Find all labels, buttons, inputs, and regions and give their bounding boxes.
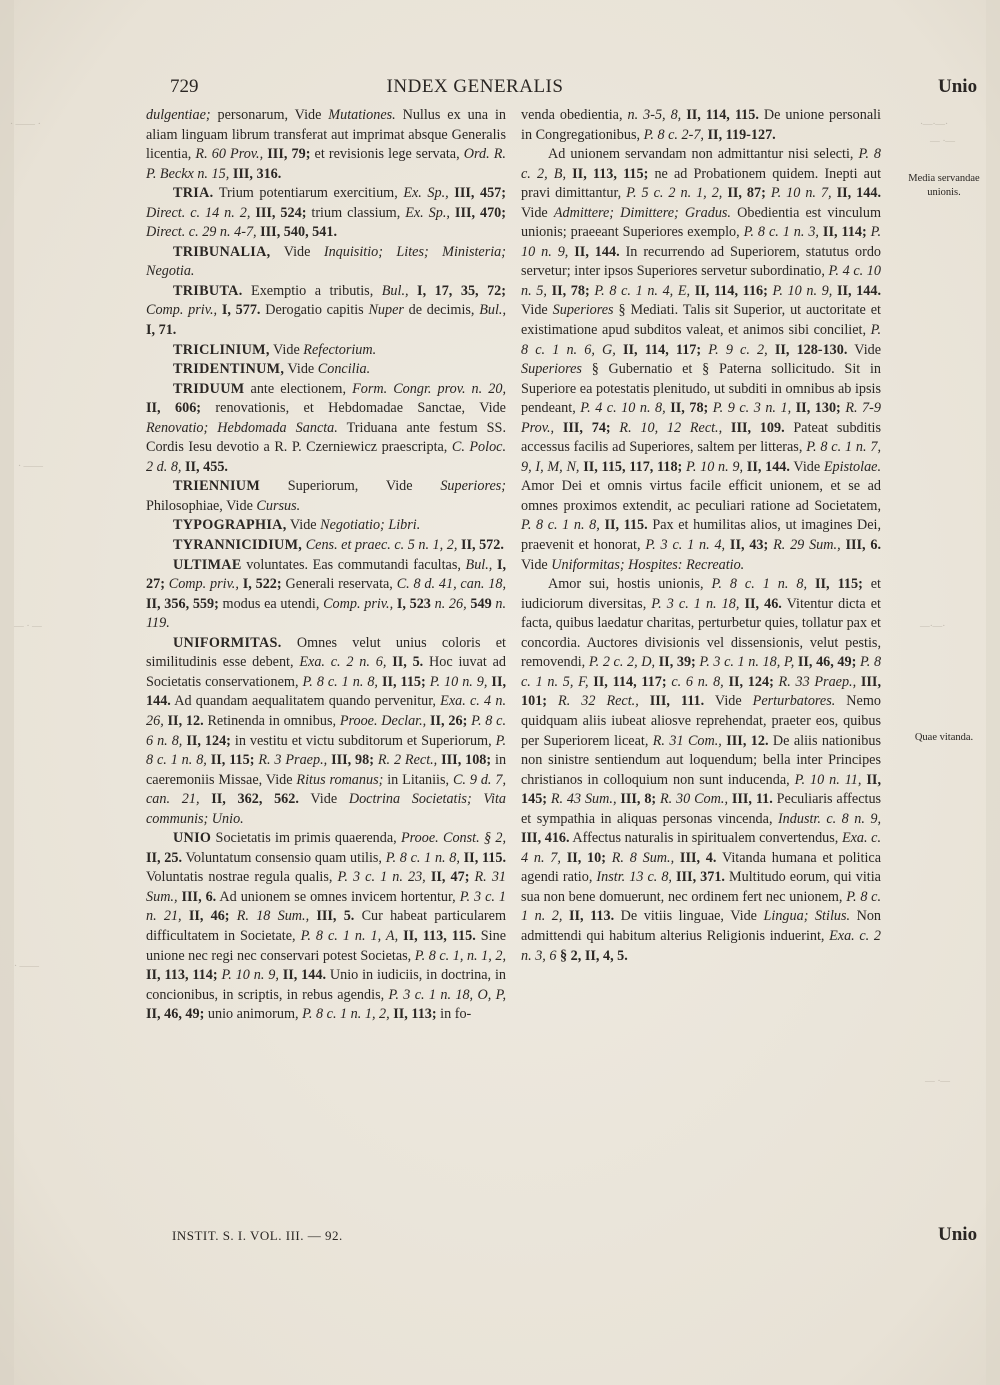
bleed-through-text: ·—·—· — ·— · —— · · —— — · — · —— —·—· — ·— [10, 118, 956, 1087]
index-entry: TYPOGRAPHIA, Vide Negotiatio; Libri. [173, 517, 421, 534]
index-entry: TRIDENTINUM, Vide Concilia. [173, 361, 371, 378]
index-entry: Amor sui, hostis unionis, P. 8 c. 1 n. 8, II, 115; et iudiciorum diversitas, P. 3 c. 1 n. 18, II, 46. Vitentur dicta et facta, quibus laedatur charitas, perturbetur quies, tollatur pax et concordia. Auctores divisionis vel dissensionis, velut pestis, removendi, P. 2 c. 2, D, II, 39; P. 3 c. 1 n. 18, P, II, 46, 49; P. 8 c. 1 n. 5, F, II, 114, 117; c. 6 n. 8, II, 124; R. 33 Praep., III, 101; R. 32 Rect., III, 111. Vide Perturbatores. Nemo quidquam aliis iubeat aliosve reprehendat, praeter eos, quibus per Superiorem liceat, R. 31 Com., III, 12. De aliis nationibus non sinistre sentiendum aut loquendum; bella inter Principes christianos in colloquium non sunt inducenda, P. 10 n. 11, II, 145; R. 43 Sum., III, 8; R. 30 Com., III, 11. Peculiaris affectus et sympathia in aliquas personas vincenda, Industr. c. 8 n. 9, III, 416. Affectus naturalis in spiritualem convertendus, Exa. c. 4 n. 7, II, 10; R. 8 Sum., III, 4. Vitanda humana et politica agendi ratio, Instr. 13 c. 8, III, 371. Multitudo eorum, qui vitia sua non bene domuerunt, nec ordinem fert nec unionem, P. 8 c. 1 n. 2, II, 113. De vitiis linguae, Vide Lingua; Stilus. Non admittendi qui habitum alterius Religionis induerint, Exa. c. 2 n. 3, 6 § 2, II, 4, 5. [521, 576, 882, 964]
index-entry: Ad unionem servandam non admittantur nisi selecti, P. 8 c. 2, B, II, 113, 115; ne ad Probationem quidem. Inepti aut pravi dimittantur, P. 5 c. 2 n. 1, 2, II, 87; P. 10 n. 7, II, 144. Vide Admittere; Dimittere; Gradus. Obedientia est vinculum unionis; praeeant Superiores exemplo, P. 8 c. 1 n. 3, II, 114; P. 10 n. 9, II, 144. In recurrendo ad Superiorem, statutus ordo servetur; inter ipsos Superiores servetur subordinatio, P. 4 c. 10 n. 5, II, 78; P. 8 c. 1 n. 4, E, II, 114, 116; P. 10 n. 9, II, 144. Vide Superiores § Mediati. Talis sit Superior, ut auctoritate et existimatione apud subditos valeat, et animos sibi conciliet, P. 8 c. 1 n. 6, G, II, 114, 117; P. 9 c. 2, II, 128-130. Vide Superiores § Gubernatio et § Paterna sollicitudo. Sit in Superiore ea potestatis plenitudo, ut subditi in omnibus ab ipsis pendeant, P. 4 c. 10 n. 8, II, 78; P. 9 c. 3 n. 1, II, 130; R. 7-9 Prov., III, 74; R. 10, 12 Rect., III, 109. Pateat subditis accessus facilis ad Superiores, saltem per litteras, P. 8 c. 1 n. 7, 9, I, M, N, II, 115, 117, 118; P. 10 n. 9, II, 144. Vide Epistolae. Amor Dei et omnis virtus facile efficit unionem, et se ad omnes proximos extendit, ac peculiari ratione ad Societatem, P. 8 c. 1 n. 8, II, 115. Pax et humilitas alios, ut imagines Dei, praevenit et honorat, P. 3 c. 1 n. 4, II, 43; R. 29 Sum., III, 6. Vide Uniformitas; Hospites: Recreatio. [521, 146, 882, 573]
footer-catchword: Unio [938, 1224, 978, 1245]
margin-note-quae-vitanda: Quae vitanda. [914, 732, 974, 743]
signature-mark: INSTIT. S. I. VOL. III. — 92. [172, 1228, 343, 1243]
index-entry: TYRANNICIDIUM, Cens. et praec. c. 5 n. 1, 2, II, 572. [173, 537, 504, 554]
index-entry: TRIA. Trium potentiarum exercitium, Ex. Sp., III, 457; Direct. c. 14 n. 2, III, 524; trium classium, Ex. Sp., III, 470; Direct. c. 29 n. 4-7, III, 540, 541. [146, 185, 506, 241]
index-entry: ULTIMAE voluntates. Eas commutandi facultas, Bul., I, 27; Comp. priv., I, 522; Generali reservata, C. 8 d. 41, can. 18, II, 356, 559; modus ea utendi, Comp. priv., I, 523 n. 26, 549 n. 119. [146, 556, 507, 632]
index-entry: TRIENNIUM Superiorum, Vide Superiores; Philosophiae, Vide Cursus. [146, 478, 506, 514]
index-entry: venda obedientia, n. 3-5, 8, II, 114, 115. De unione personali in Congregationibus, P. 8 c. 2-7, II, 119-127. [521, 107, 881, 143]
index-entry: UNIFORMITAS. Omnes velut unius coloris et similitudinis esse debent, Exa. c. 2 n. 6, II, 5. Hoc iuvat ad Societatis conservationem, P. 8 c. 1 n. 8, II, 115; P. 10 n. 9, II, 144. Ad quandam aequalitatem quando pervenitur, Exa. c. 4 n. 26, II, 12. Retinenda in omnibus, Prooe. Declar., II, 26; P. 8 c. 6 n. 8, II, 124; in vestitu et victu subditorum et Superiorum, P. 8 c. 1 n. 8, II, 115; R. 3 Praep., III, 98; R. 2 Rect., III, 108; in caeremoniis Missae, Vide Ritus romanus; in Litaniis, C. 9 d. 7, can. 21, II, 362, 562. Vide Doctrina Societatis; Vita communis; Unio. [146, 634, 507, 827]
margin-note-media: Media servandae unionis. [908, 173, 980, 198]
header-catchword: Unio [938, 76, 978, 97]
right-column [521, 106, 881, 966]
left-column [146, 106, 506, 1025]
index-entry: TRIDUUM ante electionem, Form. Congr. prov. n. 20, II, 606; renovationis, et Hebdomadae Sanctae, Vide Renovatio; Hebdomada Sancta. Triduana ante festum SS. Cordis Iesu devotio a R. P. Czerniewicz praescripta, C. Poloc. 2 d. 8, II, 455. [146, 380, 507, 475]
index-entry: TRIBUNALIA, Vide Inquisitio; Lites; Ministeria; Negotia. [146, 243, 506, 280]
index-entry: TRICLINIUM, Vide Refectorium. [173, 341, 377, 358]
page-number: 729 [170, 76, 199, 97]
index-entry: UNIO Societatis im primis quaerenda, Prooe. Const. § 2, II, 25. Voluntatum consensio quam utilis, P. 8 c. 1 n. 8, II, 115. Voluntatis nostrae regula qualis, P. 3 c. 1 n. 23, II, 47; R. 31 Sum., III, 6. Ad unionem se omnes invicem hortentur, P. 3 c. 1 n. 21, II, 46; R. 18 Sum., III, 5. Cur habeat particularem difficultatem in Societate, P. 8 c. 1 n. 1, A, II, 113, 115. Sine unione nec regi nec conservari potest Societas, P. 8 c. 1, n. 1, 2, II, 113, 114; P. 10 n. 9, II, 144. Unio in iudiciis, in doctrina, in concionibus, in scriptis, in rebus agendis, P. 3 c. 1 n. 18, O, P, II, 46, 49; unio animorum, P. 8 c. 1 n. 1, 2, II, 113; in fo- [146, 830, 507, 1023]
index-entry: TRIBUTA. Exemptio a tributis, Bul., I, 17, 35, 72; Comp. priv., I, 577. Derogatio capitis Nuper de decimis, Bul., I, 71. [146, 282, 506, 339]
page-header [0, 76, 1000, 104]
index-entry: dulgentiae; personarum, Vide Mutationes. Nullus ex una in aliam linguam librum transferat aut imprimat absque Generalis licentia, R. 60 Prov., III, 79; et revisionis lege servata, Ord. R. P. Beckx n. 15, III, 316. [146, 107, 506, 182]
running-title: INDEX GENERALIS [386, 76, 564, 97]
